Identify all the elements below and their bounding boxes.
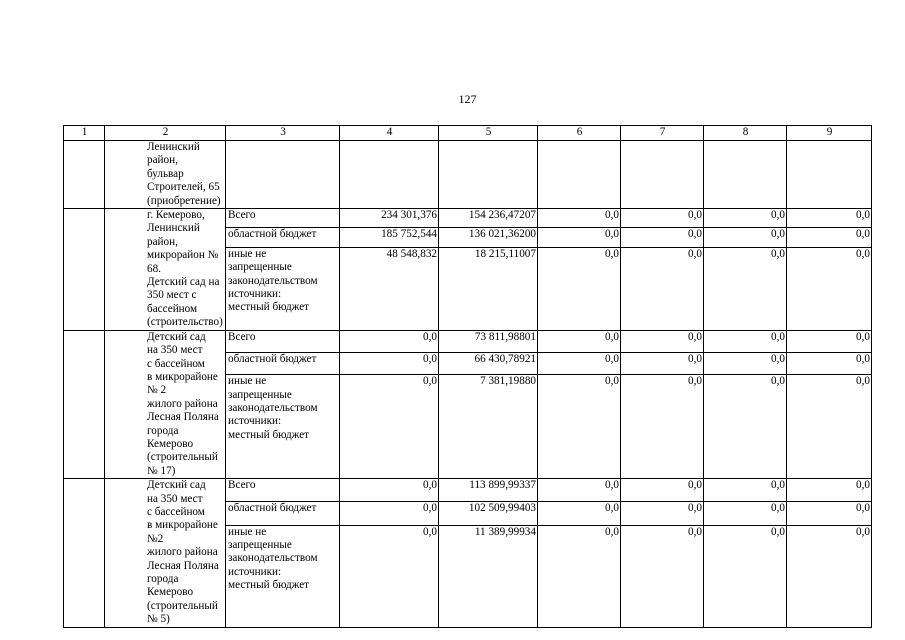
object-name-line: Лесная Поляна — [147, 559, 219, 572]
funding-source-total — [226, 330, 340, 352]
object-name-line: г. Кемерово, — [147, 209, 205, 222]
amount-cell: 0,0 — [340, 479, 439, 502]
budget-table — [63, 125, 872, 628]
funding-source-total — [226, 209, 340, 228]
amount-cell: 0,0 — [538, 525, 621, 627]
amount-cell: 0,0 — [621, 228, 704, 247]
funding-source-line: запрещенные — [228, 539, 292, 552]
amount-cell: 234 301,376 — [340, 209, 439, 228]
amount-cell: 0,0 — [538, 209, 621, 228]
column-number-7: 7 — [621, 126, 704, 141]
cell-index — [64, 141, 105, 209]
amount-cell: 0,0 — [704, 330, 787, 352]
amount-cell: 48 548,832 — [340, 247, 439, 330]
amount-cell: 0,0 — [538, 502, 621, 525]
empty-cell — [787, 141, 872, 209]
funding-source-line: законодательством — [228, 552, 318, 565]
amount-cell: 0,0 — [538, 375, 621, 479]
amount-cell: 0,0 — [340, 375, 439, 479]
table-row — [64, 330, 872, 352]
object-name-line: с бассейном — [147, 357, 205, 370]
object-name-line: Ленинский район, — [147, 222, 200, 248]
amount-cell: 0,0 — [704, 228, 787, 247]
amount-cell: 0,0 — [621, 502, 704, 525]
amount-cell: 0,0 — [704, 247, 787, 330]
funding-source-line: запрещенные — [228, 261, 292, 274]
funding-source-line: иные не — [228, 375, 267, 388]
object-name-line: города Кемерово — [147, 573, 194, 599]
object-name-line: с бассейном — [147, 505, 205, 518]
table-row — [64, 209, 872, 228]
amount-cell: 136 021,36200 — [439, 228, 538, 247]
funding-source-other — [226, 375, 340, 479]
empty-cell — [439, 141, 538, 209]
amount-cell: 0,0 — [340, 502, 439, 525]
object-name-line: (строительный — [147, 451, 218, 464]
object-name-line: бульвар — [147, 167, 184, 180]
funding-source-line: областной бюджет — [228, 228, 317, 241]
funding-source-line: источники: — [228, 287, 282, 300]
amount-cell: 0,0 — [787, 209, 872, 228]
funding-source-other — [226, 525, 340, 627]
empty-cell — [704, 141, 787, 209]
object-name-line: № 17) — [147, 464, 176, 477]
funding-source-line: законодательством — [228, 274, 318, 287]
amount-cell: 0,0 — [787, 479, 872, 502]
funding-source-line: местный бюджет — [228, 579, 310, 592]
funding-source-line: Всего — [228, 330, 256, 343]
object-name-line: города Кемерово — [147, 424, 194, 450]
funding-source-line: источники: — [228, 565, 282, 578]
amount-cell: 0,0 — [621, 525, 704, 627]
object-name-line: Ленинский район, — [147, 141, 200, 167]
column-number-6: 6 — [538, 126, 621, 141]
funding-source-line: Всего — [228, 479, 256, 492]
funding-source-line: законодательством — [228, 401, 318, 414]
amount-cell: 0,0 — [787, 525, 872, 627]
object-name-line: микрорайон № 68. — [147, 249, 219, 275]
amount-cell: 18 215,11007 — [439, 247, 538, 330]
empty-cell — [226, 141, 340, 209]
amount-cell: 0,0 — [787, 247, 872, 330]
amount-cell: 102 509,99403 — [439, 502, 538, 525]
amount-cell: 0,0 — [340, 352, 439, 374]
cell-index — [64, 209, 105, 331]
amount-cell: 185 752,544 — [340, 228, 439, 247]
object-name-line: на 350 мест — [147, 344, 203, 357]
object-name-line: Лесная Поляна — [147, 411, 219, 424]
amount-cell: 0,0 — [704, 352, 787, 374]
object-name-cell — [105, 479, 226, 627]
amount-cell: 0,0 — [621, 330, 704, 352]
amount-cell: 0,0 — [621, 375, 704, 479]
object-name-line: (строительство) — [147, 316, 223, 329]
object-name-line: на 350 мест — [147, 492, 203, 505]
amount-cell: 0,0 — [621, 352, 704, 374]
funding-source-line: областной бюджет — [228, 502, 317, 515]
object-name-line: жилого района — [147, 397, 218, 410]
object-name-line: Детский сад — [147, 330, 206, 343]
object-name-cell — [105, 141, 226, 209]
page-number: 127 — [458, 92, 477, 106]
amount-cell: 154 236,47207 — [439, 209, 538, 228]
amount-cell: 7 381,19880 — [439, 375, 538, 479]
funding-source-total — [226, 479, 340, 502]
amount-cell: 0,0 — [538, 247, 621, 330]
table-row — [64, 141, 872, 209]
object-name-line: Детский сад — [147, 479, 206, 492]
column-number-8: 8 — [704, 126, 787, 141]
amount-cell: 0,0 — [538, 479, 621, 502]
funding-source-line: областной бюджет — [228, 352, 317, 365]
column-number-3: 3 — [226, 126, 340, 141]
column-number-9: 9 — [787, 126, 872, 141]
object-name-line: Строителей, 65 — [147, 181, 220, 194]
amount-cell: 0,0 — [704, 209, 787, 228]
column-number-2: 2 — [105, 126, 226, 141]
object-name-line: жилого района — [147, 546, 218, 559]
column-number-1: 1 — [64, 126, 105, 141]
amount-cell: 0,0 — [704, 502, 787, 525]
object-name-line: (приобретение) — [147, 194, 221, 207]
amount-cell: 0,0 — [621, 209, 704, 228]
funding-source-line: местный бюджет — [228, 428, 310, 441]
funding-source-regional — [226, 502, 340, 525]
funding-source-line: иные не — [228, 525, 267, 538]
amount-cell: 11 389,99934 — [439, 525, 538, 627]
amount-cell: 0,0 — [787, 330, 872, 352]
amount-cell: 0,0 — [787, 228, 872, 247]
amount-cell: 0,0 — [538, 330, 621, 352]
amount-cell: 113 899,99337 — [439, 479, 538, 502]
amount-cell: 0,0 — [704, 479, 787, 502]
amount-cell: 0,0 — [538, 352, 621, 374]
funding-source-line: местный бюджет — [228, 301, 310, 314]
object-name-line: 350 мест с — [147, 289, 197, 302]
cell-index — [64, 330, 105, 478]
funding-source-line: Всего — [228, 209, 256, 222]
object-name-line: бассейном — [147, 302, 198, 315]
object-name-cell — [105, 330, 226, 478]
amount-cell: 0,0 — [340, 525, 439, 627]
funding-source-line: иные не — [228, 247, 267, 260]
amount-cell: 0,0 — [704, 375, 787, 479]
funding-source-line: запрещенные — [228, 388, 292, 401]
amount-cell: 0,0 — [787, 375, 872, 479]
object-name-line: в микрорайоне №2 — [147, 519, 218, 545]
column-number-4: 4 — [340, 126, 439, 141]
object-name-line: в микрорайоне № 2 — [147, 370, 218, 397]
amount-cell: 0,0 — [538, 228, 621, 247]
amount-cell: 0,0 — [621, 479, 704, 502]
object-name-cell — [105, 209, 226, 331]
cell-index — [64, 479, 105, 627]
funding-source-regional — [226, 228, 340, 247]
empty-cell — [621, 141, 704, 209]
amount-cell: 0,0 — [787, 352, 872, 374]
funding-source-line: источники: — [228, 415, 282, 428]
amount-cell: 0,0 — [787, 502, 872, 525]
funding-source-other — [226, 247, 340, 330]
empty-cell — [340, 141, 439, 209]
empty-cell — [538, 141, 621, 209]
amount-cell: 0,0 — [340, 330, 439, 352]
amount-cell: 0,0 — [621, 247, 704, 330]
object-name-line: Детский сад на — [147, 276, 220, 289]
table-row — [64, 479, 872, 502]
column-number-row — [64, 126, 872, 141]
column-number-5: 5 — [439, 126, 538, 141]
amount-cell: 66 430,78921 — [439, 352, 538, 374]
amount-cell: 0,0 — [704, 525, 787, 627]
funding-source-regional — [226, 352, 340, 374]
amount-cell: 73 811,98801 — [439, 330, 538, 352]
object-name-line: (строительный № 5) — [147, 599, 218, 626]
